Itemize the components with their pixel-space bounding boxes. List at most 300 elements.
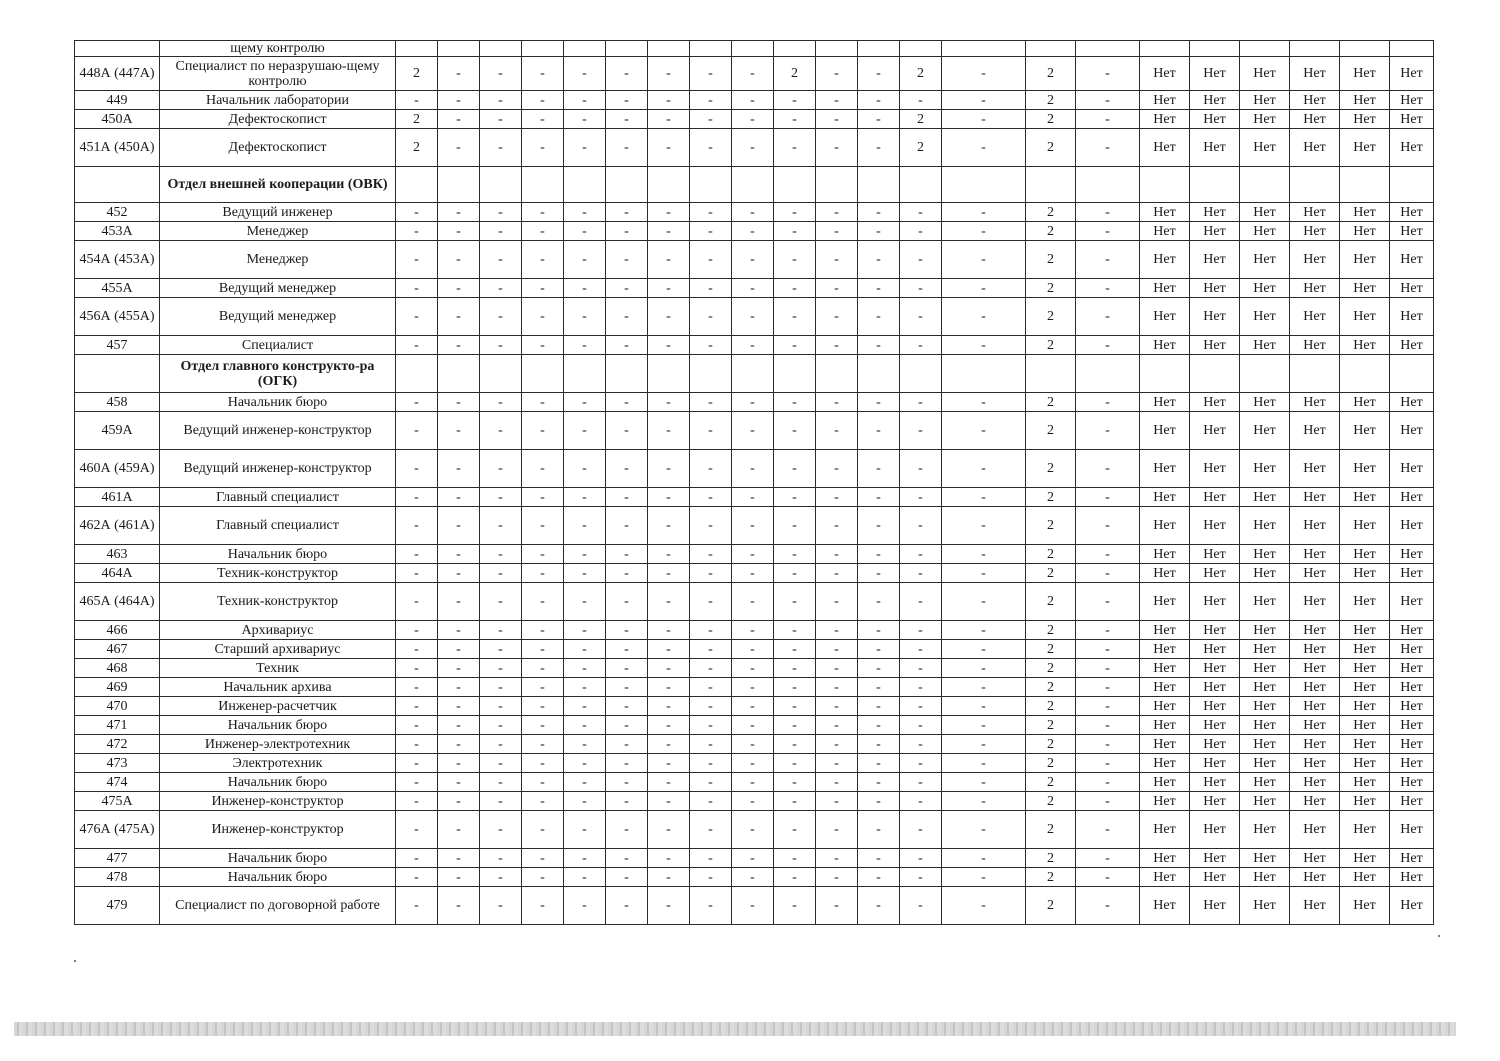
table-row [75,583,1434,621]
value-cell: - [564,849,606,868]
row-number-cell: 465А (464А) [75,583,160,621]
value-cell: - [942,754,1026,773]
value-cell: Нет [1340,697,1390,716]
value-cell: - [438,488,480,507]
position-name-cell: Главный специалист [160,488,396,507]
value-cell: - [816,393,858,412]
value-cell: Нет [1240,450,1290,488]
value-cell: - [480,57,522,91]
value-cell: Нет [1140,735,1190,754]
value-cell: Нет [1290,298,1340,336]
value-cell: Нет [1190,279,1240,298]
value-cell: - [900,640,942,659]
value-cell: 2 [1026,507,1076,545]
value-cell: - [858,412,900,450]
value-cell: Нет [1340,203,1390,222]
value-cell: - [774,110,816,129]
value-cell: - [774,773,816,792]
section-title: Отдел главного конструкто-ра (ОГК) [160,355,396,393]
row-number-cell: 456А (455А) [75,298,160,336]
row-number-cell: 459А [75,412,160,450]
value-cell: Нет [1390,298,1434,336]
value-cell: - [648,659,690,678]
value-cell: - [1076,393,1140,412]
value-cell: Нет [1190,640,1240,659]
value-cell: Нет [1390,241,1434,279]
position-name-cell: Техник-конструктор [160,583,396,621]
value-cell: - [564,735,606,754]
empty-cell [522,355,564,393]
table-row [75,488,1434,507]
value-cell: - [858,241,900,279]
value-cell: - [480,203,522,222]
value-cell: Нет [1240,241,1290,279]
value-cell: - [942,203,1026,222]
position-name-cell: Начальник бюро [160,393,396,412]
value-cell: - [858,697,900,716]
value-cell: Нет [1140,640,1190,659]
value-cell: - [480,659,522,678]
value-cell: Нет [1290,393,1340,412]
section-title: Отдел внешней кооперации (ОВК) [160,167,396,203]
empty-cell [942,355,1026,393]
empty-cell [648,355,690,393]
value-cell: Нет [1290,621,1340,640]
value-cell: Нет [1390,735,1434,754]
value-cell: Нет [1190,241,1240,279]
value-cell: 2 [774,57,816,91]
empty-cell [900,167,942,203]
value-cell: - [522,621,564,640]
value-cell: Нет [1290,811,1340,849]
empty-cell [732,167,774,203]
value-cell: Нет [1340,110,1390,129]
value-cell: Нет [1340,659,1390,678]
empty-cell [1140,167,1190,203]
row-number-cell [75,167,160,203]
value-cell: Нет [1340,241,1390,279]
empty-cell [480,355,522,393]
value-cell: Нет [1190,754,1240,773]
value-cell [942,41,1026,57]
value-cell: - [606,697,648,716]
table-row [75,887,1434,925]
value-cell: 2 [1026,754,1076,773]
value-cell: - [606,887,648,925]
value-cell: - [564,129,606,167]
value-cell: - [732,716,774,735]
value-cell: - [816,564,858,583]
empty-cell [690,355,732,393]
value-cell: Нет [1190,659,1240,678]
value-cell: - [942,393,1026,412]
table-row [75,222,1434,241]
value-cell: - [900,564,942,583]
empty-cell [690,167,732,203]
value-cell: - [900,678,942,697]
value-cell: - [942,488,1026,507]
table-row [75,279,1434,298]
value-cell: - [690,545,732,564]
value-cell: - [858,640,900,659]
value-cell: Нет [1340,279,1390,298]
value-cell: - [816,697,858,716]
value-cell: Нет [1190,564,1240,583]
value-cell: Нет [1340,773,1390,792]
value-cell: - [1076,754,1140,773]
value-cell: - [690,735,732,754]
empty-cell [1076,355,1140,393]
value-cell: - [690,621,732,640]
value-cell: - [396,298,438,336]
value-cell: - [858,129,900,167]
value-cell: - [900,241,942,279]
value-cell: Нет [1140,507,1190,545]
value-cell: - [396,792,438,811]
value-cell: 2 [1026,91,1076,110]
value-cell: - [900,735,942,754]
value-cell: - [1076,450,1140,488]
value-cell: - [438,640,480,659]
value-cell: - [774,621,816,640]
value-cell: - [438,697,480,716]
value-cell: Нет [1290,716,1340,735]
value-cell [774,41,816,57]
value-cell: - [438,279,480,298]
value-cell: - [900,412,942,450]
position-name-cell: Начальник лаборатории [160,91,396,110]
value-cell: - [648,241,690,279]
value-cell: - [648,678,690,697]
empty-cell [1390,355,1434,393]
data-table [74,40,1434,925]
value-cell [816,41,858,57]
empty-cell [900,355,942,393]
value-cell: Нет [1340,811,1390,849]
value-cell: 2 [1026,412,1076,450]
value-cell: Нет [1240,697,1290,716]
value-cell: Нет [1390,129,1434,167]
value-cell: - [438,110,480,129]
value-cell [522,41,564,57]
value-cell: Нет [1290,887,1340,925]
value-cell: Нет [1340,583,1390,621]
value-cell: - [690,412,732,450]
value-cell: - [648,450,690,488]
value-cell: Нет [1140,336,1190,355]
empty-cell [1290,355,1340,393]
value-cell: - [606,203,648,222]
value-cell: - [648,621,690,640]
value-cell: - [606,716,648,735]
position-name-cell: Архивариус [160,621,396,640]
value-cell: - [942,773,1026,792]
value-cell: - [774,564,816,583]
value-cell: Нет [1190,868,1240,887]
value-cell: - [564,279,606,298]
empty-cell [942,167,1026,203]
value-cell: 2 [1026,298,1076,336]
value-cell: - [648,393,690,412]
value-cell: Нет [1140,564,1190,583]
value-cell: - [648,110,690,129]
value-cell: - [774,545,816,564]
value-cell: - [438,203,480,222]
value-cell: Нет [1390,697,1434,716]
value-cell: Нет [1290,678,1340,697]
value-cell: - [438,735,480,754]
row-number-cell: 478 [75,868,160,887]
value-cell: - [438,792,480,811]
value-cell: - [480,279,522,298]
value-cell: 2 [1026,735,1076,754]
empty-cell [858,167,900,203]
value-cell: - [858,298,900,336]
position-name-cell: Начальник бюро [160,868,396,887]
value-cell: - [648,545,690,564]
value-cell: - [732,412,774,450]
value-cell: 2 [1026,336,1076,355]
value-cell: - [438,716,480,735]
value-cell: - [858,659,900,678]
value-cell: - [522,849,564,868]
value-cell: - [480,336,522,355]
value-cell: - [858,222,900,241]
table-row [75,678,1434,697]
value-cell: - [900,488,942,507]
value-cell: - [942,697,1026,716]
value-cell: - [732,110,774,129]
value-cell: Нет [1390,279,1434,298]
position-name-cell: щему контролю [160,41,396,57]
value-cell: - [942,849,1026,868]
value-cell: - [1076,640,1140,659]
value-cell: - [396,564,438,583]
value-cell: - [438,754,480,773]
value-cell: - [522,868,564,887]
value-cell: - [606,450,648,488]
value-cell: - [648,697,690,716]
value-cell: - [900,773,942,792]
row-number-cell: 450А [75,110,160,129]
value-cell [1390,41,1434,57]
value-cell: - [606,868,648,887]
value-cell: - [438,393,480,412]
value-cell: - [816,887,858,925]
value-cell: 2 [1026,222,1076,241]
value-cell: - [900,754,942,773]
value-cell: - [396,393,438,412]
value-cell: - [900,887,942,925]
value-cell: - [438,678,480,697]
row-number-cell: 451А (450А) [75,129,160,167]
value-cell: Нет [1140,678,1190,697]
value-cell: - [690,129,732,167]
value-cell: Нет [1390,488,1434,507]
value-cell: - [396,336,438,355]
value-cell [1076,41,1140,57]
value-cell: - [858,545,900,564]
value-cell: - [522,241,564,279]
value-cell: - [606,298,648,336]
value-cell: Нет [1340,868,1390,887]
value-cell: - [648,773,690,792]
value-cell: Нет [1140,792,1190,811]
value-cell: - [858,336,900,355]
value-cell: 2 [396,57,438,91]
value-cell: - [690,336,732,355]
value-cell: - [732,659,774,678]
position-name-cell: Ведущий менеджер [160,298,396,336]
value-cell: - [774,488,816,507]
value-cell: - [816,412,858,450]
value-cell: Нет [1290,868,1340,887]
value-cell: 2 [1026,110,1076,129]
value-cell: - [564,241,606,279]
position-name-cell: Менеджер [160,222,396,241]
value-cell: - [1076,811,1140,849]
value-cell: Нет [1140,811,1190,849]
value-cell [1026,41,1076,57]
value-cell: - [606,735,648,754]
value-cell: - [606,488,648,507]
row-number-cell: 454А (453А) [75,241,160,279]
row-number-cell: 467 [75,640,160,659]
value-cell: - [816,110,858,129]
value-cell: 2 [396,129,438,167]
value-cell: Нет [1290,222,1340,241]
value-cell: Нет [1290,412,1340,450]
value-cell: - [480,393,522,412]
value-cell: - [1076,849,1140,868]
value-cell: Нет [1290,640,1340,659]
value-cell: - [858,393,900,412]
value-cell: - [606,241,648,279]
value-cell: - [648,336,690,355]
value-cell: Нет [1390,868,1434,887]
value-cell: - [690,279,732,298]
position-name-cell: Старший архивариус [160,640,396,659]
value-cell: Нет [1390,811,1434,849]
value-cell: - [564,659,606,678]
value-cell: - [648,222,690,241]
value-cell: - [774,754,816,773]
value-cell: Нет [1390,545,1434,564]
value-cell: Нет [1390,507,1434,545]
value-cell: Нет [1340,222,1390,241]
position-name-cell: Ведущий менеджер [160,279,396,298]
value-cell: 2 [900,129,942,167]
value-cell: Нет [1340,887,1390,925]
value-cell: - [480,298,522,336]
value-cell: Нет [1340,716,1390,735]
value-cell: 2 [1026,129,1076,167]
value-cell: Нет [1390,716,1434,735]
row-number-cell: 448А (447А) [75,57,160,91]
value-cell: - [942,450,1026,488]
value-cell: - [1076,222,1140,241]
value-cell: Нет [1240,488,1290,507]
value-cell: - [480,241,522,279]
value-cell: Нет [1390,640,1434,659]
value-cell: Нет [1240,57,1290,91]
value-cell: - [564,792,606,811]
value-cell: - [522,393,564,412]
row-number-cell: 466 [75,621,160,640]
value-cell: - [522,450,564,488]
value-cell: - [438,507,480,545]
value-cell: Нет [1140,754,1190,773]
value-cell: - [900,659,942,678]
value-cell: - [690,659,732,678]
value-cell: Нет [1290,57,1340,91]
table-row [75,868,1434,887]
value-cell: - [522,564,564,583]
value-cell: - [396,507,438,545]
value-cell: - [606,545,648,564]
value-cell [1290,41,1340,57]
value-cell: - [522,488,564,507]
value-cell: - [690,203,732,222]
value-cell: - [900,811,942,849]
value-cell: - [564,488,606,507]
empty-cell [858,355,900,393]
value-cell: Нет [1290,697,1340,716]
row-number-cell: 461А [75,488,160,507]
value-cell: 2 [1026,811,1076,849]
table-row [75,57,1434,91]
value-cell: - [522,91,564,110]
value-cell: Нет [1390,57,1434,91]
value-cell: Нет [1340,91,1390,110]
value-cell: - [606,811,648,849]
value-cell: - [690,57,732,91]
empty-cell [732,355,774,393]
value-cell: Нет [1290,129,1340,167]
value-cell: - [732,488,774,507]
value-cell: - [942,545,1026,564]
value-cell: - [942,659,1026,678]
value-cell: - [522,412,564,450]
value-cell: Нет [1340,849,1390,868]
value-cell: Нет [1290,735,1340,754]
value-cell: - [816,488,858,507]
value-cell: - [438,564,480,583]
value-cell: - [438,412,480,450]
value-cell: - [816,754,858,773]
value-cell: - [690,716,732,735]
position-name-cell: Начальник архива [160,678,396,697]
value-cell: 2 [900,110,942,129]
value-cell: - [858,849,900,868]
value-cell: - [396,735,438,754]
value-cell: Нет [1390,678,1434,697]
value-cell: - [438,129,480,167]
value-cell: Нет [1340,129,1390,167]
value-cell: - [1076,583,1140,621]
value-cell: - [438,545,480,564]
value-cell: - [648,735,690,754]
value-cell: Нет [1390,336,1434,355]
value-cell: - [774,129,816,167]
value-cell: 2 [1026,849,1076,868]
value-cell: - [606,754,648,773]
value-cell: - [774,241,816,279]
value-cell: Нет [1390,110,1434,129]
value-cell: - [774,583,816,621]
empty-cell [1026,167,1076,203]
empty-cell [606,355,648,393]
